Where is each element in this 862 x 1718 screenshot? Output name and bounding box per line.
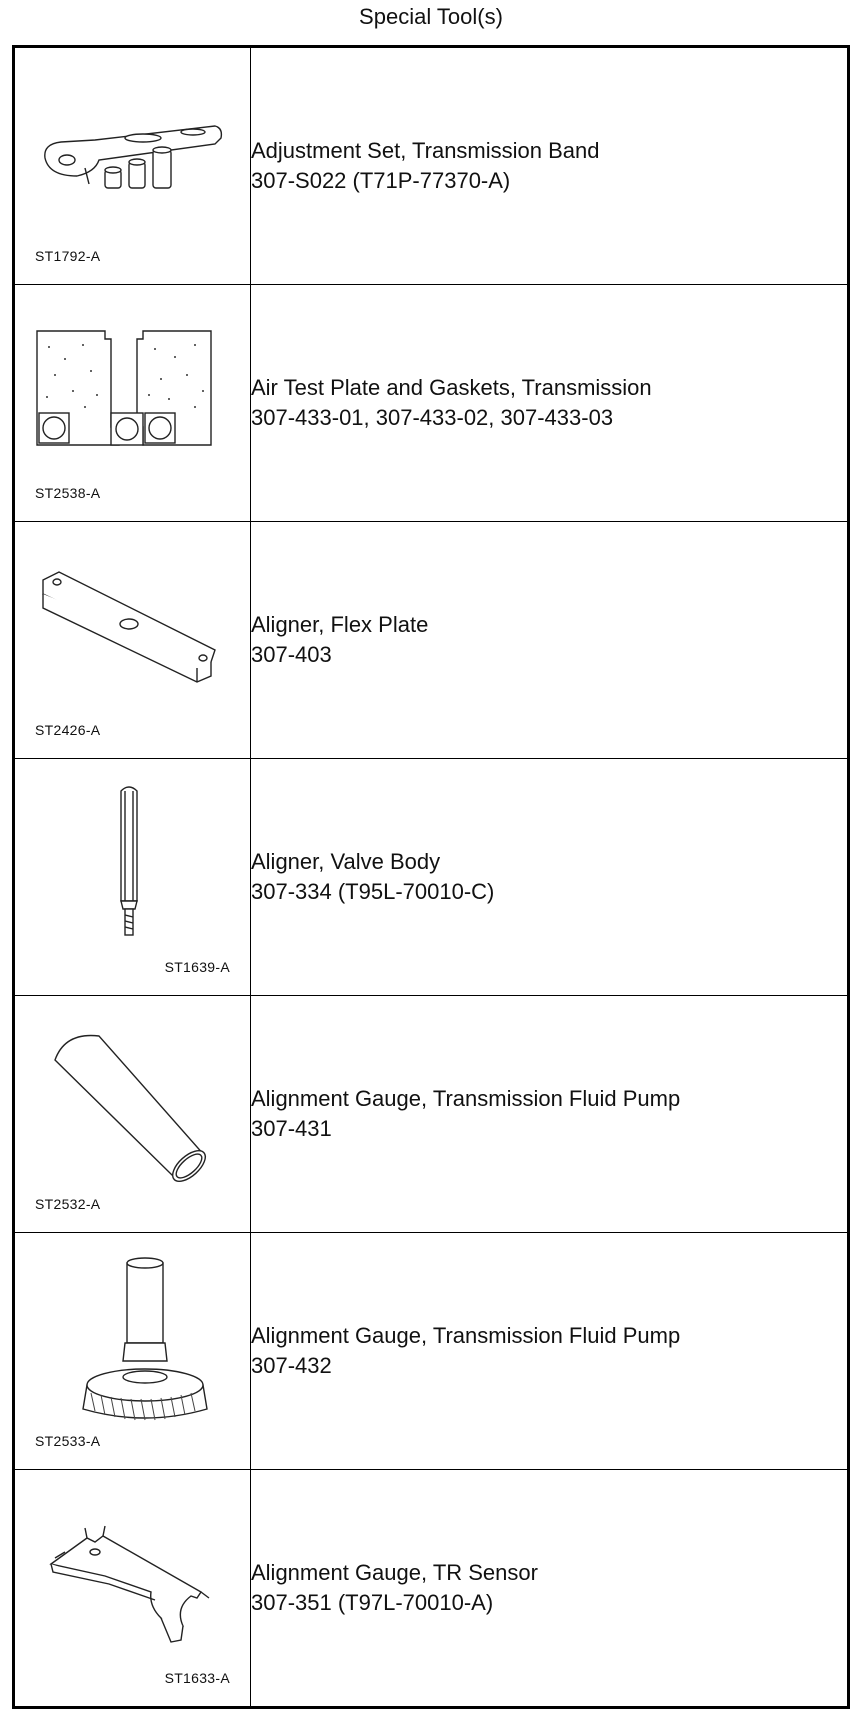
table-row — [14, 285, 849, 522]
tool-code: ST2426-A — [35, 722, 101, 738]
tool-image-cell — [14, 1470, 251, 1708]
table-row — [14, 522, 849, 759]
fluid-pump-gauge-431-illustration — [25, 1006, 240, 1186]
fluid-pump-gauge-432-illustration — [25, 1243, 240, 1423]
tool-number: 307-S022 (T71P-77370-A) — [251, 168, 511, 193]
tool-code: ST2532-A — [35, 1196, 101, 1212]
air-test-plate-illustration — [25, 295, 240, 475]
flex-plate-aligner-illustration — [25, 532, 240, 712]
tool-description-cell — [251, 1470, 849, 1708]
tool-description-cell — [251, 47, 849, 285]
tool-description-cell — [251, 759, 849, 996]
band-adjustment-set-illustration — [25, 58, 240, 238]
tool-number: 307-433-01, 307-433-02, 307-433-03 — [251, 405, 614, 430]
valve-body-aligner-illustration — [25, 769, 240, 949]
page-title: Special Tool(s) — [359, 4, 503, 29]
table-row — [14, 1233, 849, 1470]
tool-code: ST1792-A — [35, 248, 101, 264]
tool-name: Air Test Plate and Gaskets, Transmission — [251, 375, 652, 400]
tool-name: Aligner, Flex Plate — [251, 612, 429, 637]
table-row — [14, 996, 849, 1233]
tool-description-cell — [251, 522, 849, 759]
table-row — [14, 47, 849, 285]
tool-image-cell — [14, 285, 251, 522]
tool-name: Adjustment Set, Transmission Band — [251, 138, 600, 163]
tool-code: ST2533-A — [35, 1433, 101, 1449]
tool-image-cell — [14, 1233, 251, 1470]
tool-name: Alignment Gauge, Transmission Fluid Pump — [251, 1086, 681, 1111]
special-tools-table — [12, 45, 850, 1709]
tool-image-cell — [14, 996, 251, 1233]
tool-code: ST1633-A — [164, 1670, 230, 1686]
tool-code: ST2538-A — [35, 485, 101, 501]
tool-name: Alignment Gauge, Transmission Fluid Pump — [251, 1323, 681, 1348]
tool-code: ST1639-A — [164, 959, 230, 975]
tool-description-cell — [251, 285, 849, 522]
tool-image-cell — [14, 522, 251, 759]
tool-name: Alignment Gauge, TR Sensor — [251, 1560, 538, 1585]
tool-image-cell — [14, 759, 251, 996]
tool-number: 307-432 — [251, 1353, 332, 1378]
tool-description-cell — [251, 1233, 849, 1470]
tool-number: 307-351 (T97L-70010-A) — [251, 1590, 494, 1615]
tool-number: 307-431 — [251, 1116, 332, 1141]
table-row — [14, 759, 849, 996]
tool-name: Aligner, Valve Body — [251, 849, 441, 874]
tool-description-cell — [251, 996, 849, 1233]
table-row — [14, 1470, 849, 1708]
tool-image-cell — [14, 47, 251, 285]
tool-number: 307-334 (T95L-70010-C) — [251, 879, 495, 904]
tr-sensor-gauge-illustration — [25, 1480, 240, 1660]
tool-number: 307-403 — [251, 642, 332, 667]
